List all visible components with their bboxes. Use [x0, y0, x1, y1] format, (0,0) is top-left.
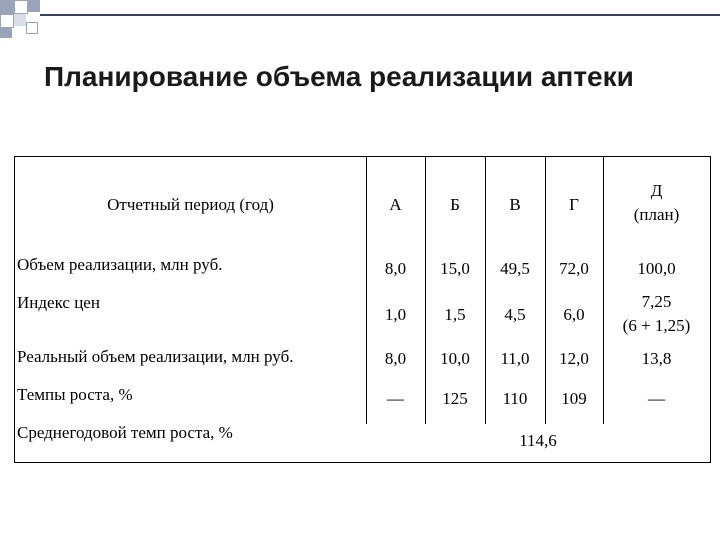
slide-title: Планирование объема реализации аптеки [44, 61, 634, 92]
header-divider-line [40, 14, 720, 16]
header-col-d: Д [650, 181, 663, 200]
table-cell: 4,5 [504, 305, 526, 324]
header-col-v: В [509, 195, 521, 214]
header-col-b: Б [450, 195, 460, 214]
deco-square [0, 0, 14, 14]
table-cell: — [648, 389, 665, 408]
row-label-price-index: Индекс цен [17, 293, 100, 312]
table-cell: 13,8 [641, 349, 672, 368]
average-growth-value: 114,6 [519, 431, 557, 450]
header-col-a: А [389, 195, 402, 214]
table-cell: 8,0 [384, 349, 407, 368]
table-cell: 100,0 [637, 259, 676, 278]
deco-square [26, 22, 38, 34]
deco-square [28, 0, 40, 12]
deco-square [0, 14, 14, 28]
row-label-average-annual-growth: Среднегодовой темп роста, % [17, 423, 233, 442]
table-cell: — [387, 389, 404, 408]
row-label-growth-rate: Темпы роста, % [17, 385, 133, 404]
table-cell: 7,25 [641, 292, 672, 311]
header-col-g: Г [569, 195, 579, 214]
table-cell: 110 [502, 389, 528, 408]
table-cell: 6,0 [563, 305, 585, 324]
table-cell: 11,0 [500, 349, 530, 368]
header-period-label: Отчетный период (год) [107, 195, 274, 214]
sales-volume-table [14, 156, 711, 463]
table-cell: 72,0 [559, 259, 589, 278]
table-cell: 49,5 [500, 259, 530, 278]
table-cell: 109 [561, 389, 587, 408]
table-cell: 8,0 [384, 259, 407, 278]
table-cell: 12,0 [559, 349, 589, 368]
table-cell: 15,0 [440, 259, 470, 278]
table-cell: 1,0 [384, 305, 407, 324]
table-cell: 10,0 [440, 349, 470, 368]
table-cell: (6 + 1,25) [622, 316, 691, 335]
decorative-square-pattern [0, 0, 720, 40]
table-cell: 1,5 [444, 305, 466, 324]
table-cell: 125 [442, 389, 468, 408]
deco-square [14, 14, 26, 26]
deco-square [0, 28, 12, 38]
deco-square [14, 0, 28, 14]
header-col-d-plan: (план) [633, 205, 680, 224]
row-label-sales-volume: Объем реализации, млн руб. [17, 255, 223, 274]
row-label-real-sales-volume: Реальный объем реализации, млн руб. [17, 347, 294, 366]
